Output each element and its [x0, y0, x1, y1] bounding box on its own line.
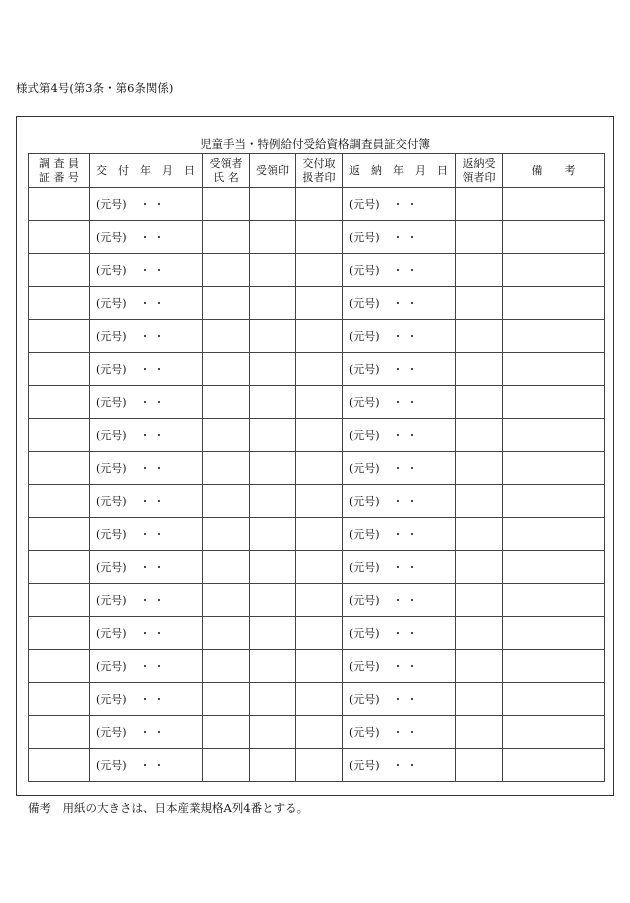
era-label: (元号)	[349, 495, 380, 508]
issuer-seal-cell[interactable]	[296, 320, 343, 353]
recipient-name-cell[interactable]	[203, 683, 250, 716]
remarks-cell[interactable]	[503, 221, 605, 254]
date-separator: ・	[392, 627, 404, 640]
recipient-name-cell[interactable]	[203, 287, 250, 320]
inspector-number-cell[interactable]	[29, 353, 90, 386]
receipt-seal-cell[interactable]	[250, 683, 296, 716]
return-receiver-seal-cell[interactable]	[456, 617, 503, 650]
table-row	[29, 386, 605, 419]
header-issuer-seal: 交付取 扱者印	[296, 154, 343, 188]
era-label: (元号)	[96, 264, 127, 277]
inspector-number-cell[interactable]	[29, 584, 90, 617]
issue-date-cell[interactable]	[90, 584, 203, 617]
ledger-frame	[16, 116, 614, 796]
era-label: (元号)	[349, 693, 380, 706]
recipient-name-cell[interactable]	[203, 650, 250, 683]
inspector-number-cell[interactable]	[29, 650, 90, 683]
return-date-cell[interactable]	[343, 386, 456, 419]
receipt-seal-cell[interactable]	[250, 320, 296, 353]
era-label: (元号)	[349, 198, 380, 211]
receipt-seal-cell[interactable]	[250, 551, 296, 584]
era-label: (元号)	[349, 429, 380, 442]
issuer-seal-cell[interactable]	[296, 452, 343, 485]
receipt-seal-cell[interactable]	[250, 452, 296, 485]
date-separator: ・	[153, 363, 165, 376]
table-row	[29, 485, 605, 518]
footnote: 備考 用紙の大きさは、日本産業規格A列4番とする。	[28, 801, 309, 815]
era-label: (元号)	[349, 231, 380, 244]
remarks-cell[interactable]	[503, 650, 605, 683]
table-row	[29, 518, 605, 551]
issue-date-cell[interactable]	[90, 716, 203, 749]
date-separator: ・	[139, 264, 151, 277]
return-receiver-seal-cell[interactable]	[456, 254, 503, 287]
era-label: (元号)	[349, 396, 380, 409]
remarks-cell[interactable]	[503, 485, 605, 518]
recipient-name-cell[interactable]	[203, 254, 250, 287]
date-separator: ・	[153, 264, 165, 277]
date-separator: ・	[139, 594, 151, 607]
date-separator: ・	[139, 627, 151, 640]
date-separator: ・	[406, 594, 418, 607]
inspector-number-cell[interactable]	[29, 320, 90, 353]
return-receiver-seal-cell[interactable]	[456, 650, 503, 683]
recipient-name-cell[interactable]	[203, 452, 250, 485]
date-separator: ・	[406, 561, 418, 574]
return-date-cell[interactable]	[343, 188, 456, 221]
remarks-cell[interactable]	[503, 551, 605, 584]
inspector-number-cell[interactable]	[29, 221, 90, 254]
date-separator: ・	[406, 297, 418, 310]
table-row	[29, 419, 605, 452]
date-separator: ・	[139, 528, 151, 541]
return-receiver-seal-cell[interactable]	[456, 683, 503, 716]
inspector-number-cell[interactable]	[29, 518, 90, 551]
issue-date-cell[interactable]	[90, 254, 203, 287]
return-date-cell[interactable]	[343, 485, 456, 518]
return-date-cell[interactable]	[343, 320, 456, 353]
issuer-seal-cell[interactable]	[296, 287, 343, 320]
date-separator: ・	[139, 759, 151, 772]
date-separator: ・	[153, 297, 165, 310]
form-number-label: 様式第4号(第3条・第6条関係)	[16, 81, 174, 95]
date-separator: ・	[392, 528, 404, 541]
remarks-cell[interactable]	[503, 353, 605, 386]
recipient-name-cell[interactable]	[203, 221, 250, 254]
date-separator: ・	[392, 594, 404, 607]
receipt-seal-cell[interactable]	[250, 518, 296, 551]
table-row	[29, 287, 605, 320]
remarks-cell[interactable]	[503, 716, 605, 749]
remarks-cell[interactable]	[503, 188, 605, 221]
return-date-cell[interactable]	[343, 551, 456, 584]
era-label: (元号)	[349, 462, 380, 475]
return-date-cell[interactable]	[343, 617, 456, 650]
issuer-seal-cell[interactable]	[296, 617, 343, 650]
issuer-seal-cell[interactable]	[296, 518, 343, 551]
inspector-number-cell[interactable]	[29, 551, 90, 584]
remarks-cell[interactable]	[503, 617, 605, 650]
date-separator: ・	[153, 330, 165, 343]
receipt-seal-cell[interactable]	[250, 188, 296, 221]
receipt-seal-cell[interactable]	[250, 221, 296, 254]
date-separator: ・	[406, 495, 418, 508]
return-receiver-seal-cell[interactable]	[456, 188, 503, 221]
era-label: (元号)	[96, 297, 127, 310]
inspector-number-cell[interactable]	[29, 617, 90, 650]
issue-date-cell[interactable]	[90, 518, 203, 551]
receipt-seal-cell[interactable]	[250, 716, 296, 749]
return-receiver-seal-cell[interactable]	[456, 353, 503, 386]
date-separator: ・	[153, 759, 165, 772]
table-row	[29, 716, 605, 749]
era-label: (元号)	[96, 363, 127, 376]
table-row	[29, 452, 605, 485]
recipient-name-cell[interactable]	[203, 485, 250, 518]
return-receiver-seal-cell[interactable]	[456, 419, 503, 452]
date-separator: ・	[139, 396, 151, 409]
inspector-number-cell[interactable]	[29, 716, 90, 749]
date-separator: ・	[392, 759, 404, 772]
return-receiver-seal-cell[interactable]	[456, 485, 503, 518]
issue-date-cell[interactable]	[90, 287, 203, 320]
remarks-cell[interactable]	[503, 320, 605, 353]
era-label: (元号)	[349, 627, 380, 640]
era-label: (元号)	[96, 693, 127, 706]
date-separator: ・	[392, 561, 404, 574]
issuer-seal-cell[interactable]	[296, 254, 343, 287]
date-separator: ・	[392, 198, 404, 211]
date-separator: ・	[392, 396, 404, 409]
header-row	[29, 154, 605, 188]
era-label: (元号)	[349, 561, 380, 574]
date-separator: ・	[139, 561, 151, 574]
issuer-seal-cell[interactable]	[296, 683, 343, 716]
table-row	[29, 749, 605, 782]
inspector-number-cell[interactable]	[29, 188, 90, 221]
receipt-seal-cell[interactable]	[250, 287, 296, 320]
recipient-name-cell[interactable]	[203, 584, 250, 617]
return-date-cell[interactable]	[343, 452, 456, 485]
table-row	[29, 584, 605, 617]
receipt-seal-cell[interactable]	[250, 485, 296, 518]
return-date-cell[interactable]	[343, 221, 456, 254]
era-label: (元号)	[96, 462, 127, 475]
date-separator: ・	[153, 561, 165, 574]
remarks-cell[interactable]	[503, 749, 605, 782]
return-receiver-seal-cell[interactable]	[456, 551, 503, 584]
remarks-cell[interactable]	[503, 452, 605, 485]
header-recipient-name: 受領者 氏 名	[203, 154, 250, 188]
receipt-seal-cell[interactable]	[250, 749, 296, 782]
return-date-cell[interactable]	[343, 716, 456, 749]
date-separator: ・	[153, 462, 165, 475]
table-row	[29, 617, 605, 650]
inspector-number-cell[interactable]	[29, 419, 90, 452]
recipient-name-cell[interactable]	[203, 353, 250, 386]
date-separator: ・	[406, 396, 418, 409]
return-date-cell[interactable]	[343, 749, 456, 782]
issue-date-cell[interactable]	[90, 452, 203, 485]
era-label: (元号)	[349, 363, 380, 376]
era-label: (元号)	[349, 297, 380, 310]
return-receiver-seal-cell[interactable]	[456, 518, 503, 551]
date-separator: ・	[139, 231, 151, 244]
date-separator: ・	[153, 627, 165, 640]
era-label: (元号)	[349, 594, 380, 607]
remarks-cell[interactable]	[503, 683, 605, 716]
recipient-name-cell[interactable]	[203, 716, 250, 749]
return-date-cell[interactable]	[343, 353, 456, 386]
era-label: (元号)	[96, 759, 127, 772]
receipt-seal-cell[interactable]	[250, 254, 296, 287]
table-row	[29, 650, 605, 683]
table-row	[29, 254, 605, 287]
date-separator: ・	[406, 462, 418, 475]
date-separator: ・	[406, 627, 418, 640]
recipient-name-cell[interactable]	[203, 617, 250, 650]
era-label: (元号)	[96, 231, 127, 244]
recipient-name-cell[interactable]	[203, 518, 250, 551]
return-date-cell[interactable]	[343, 650, 456, 683]
issue-date-cell[interactable]	[90, 617, 203, 650]
table-row	[29, 551, 605, 584]
issuer-seal-cell[interactable]	[296, 749, 343, 782]
inspector-number-cell[interactable]	[29, 254, 90, 287]
date-separator: ・	[139, 495, 151, 508]
date-separator: ・	[392, 330, 404, 343]
issue-date-cell[interactable]	[90, 188, 203, 221]
remarks-cell[interactable]	[503, 518, 605, 551]
return-receiver-seal-cell[interactable]	[456, 716, 503, 749]
date-separator: ・	[153, 198, 165, 211]
date-separator: ・	[406, 231, 418, 244]
issuer-seal-cell[interactable]	[296, 650, 343, 683]
era-label: (元号)	[349, 726, 380, 739]
era-label: (元号)	[96, 594, 127, 607]
date-separator: ・	[392, 462, 404, 475]
date-separator: ・	[406, 693, 418, 706]
remarks-cell[interactable]	[503, 287, 605, 320]
date-separator: ・	[406, 198, 418, 211]
issue-date-cell[interactable]	[90, 650, 203, 683]
return-date-cell[interactable]	[343, 287, 456, 320]
date-separator: ・	[153, 693, 165, 706]
table-row	[29, 320, 605, 353]
issue-date-cell[interactable]	[90, 485, 203, 518]
receipt-seal-cell[interactable]	[250, 353, 296, 386]
receipt-seal-cell[interactable]	[250, 650, 296, 683]
issue-date-cell[interactable]	[90, 353, 203, 386]
inspector-number-cell[interactable]	[29, 683, 90, 716]
issuer-seal-cell[interactable]	[296, 584, 343, 617]
return-receiver-seal-cell[interactable]	[456, 221, 503, 254]
date-separator: ・	[406, 429, 418, 442]
date-separator: ・	[153, 495, 165, 508]
return-date-cell[interactable]	[343, 518, 456, 551]
issuer-seal-cell[interactable]	[296, 485, 343, 518]
inspector-number-cell[interactable]	[29, 287, 90, 320]
header-issue-date: 交 付 年 月 日	[90, 154, 203, 188]
issuer-seal-cell[interactable]	[296, 221, 343, 254]
date-separator: ・	[139, 198, 151, 211]
era-label: (元号)	[96, 495, 127, 508]
era-label: (元号)	[96, 660, 127, 673]
inspector-number-cell[interactable]	[29, 452, 90, 485]
issue-date-cell[interactable]	[90, 221, 203, 254]
remarks-cell[interactable]	[503, 386, 605, 419]
header-inspector-number: 調 査 員 証 番 号	[29, 154, 90, 188]
era-label: (元号)	[96, 528, 127, 541]
date-separator: ・	[406, 363, 418, 376]
issuer-seal-cell[interactable]	[296, 419, 343, 452]
date-separator: ・	[406, 528, 418, 541]
era-label: (元号)	[96, 330, 127, 343]
return-date-cell[interactable]	[343, 254, 456, 287]
return-date-cell[interactable]	[343, 584, 456, 617]
remarks-cell[interactable]	[503, 584, 605, 617]
remarks-cell[interactable]	[503, 254, 605, 287]
date-separator: ・	[406, 660, 418, 673]
receipt-seal-cell[interactable]	[250, 617, 296, 650]
date-separator: ・	[392, 429, 404, 442]
return-date-cell[interactable]	[343, 419, 456, 452]
return-date-cell[interactable]	[343, 683, 456, 716]
date-separator: ・	[153, 429, 165, 442]
date-separator: ・	[139, 363, 151, 376]
date-separator: ・	[139, 330, 151, 343]
date-separator: ・	[392, 693, 404, 706]
era-label: (元号)	[349, 330, 380, 343]
date-separator: ・	[406, 264, 418, 277]
era-label: (元号)	[96, 627, 127, 640]
era-label: (元号)	[96, 396, 127, 409]
return-receiver-seal-cell[interactable]	[456, 386, 503, 419]
era-label: (元号)	[349, 660, 380, 673]
era-label: (元号)	[349, 264, 380, 277]
recipient-name-cell[interactable]	[203, 419, 250, 452]
date-separator: ・	[139, 462, 151, 475]
issuer-seal-cell[interactable]	[296, 551, 343, 584]
date-separator: ・	[153, 231, 165, 244]
date-separator: ・	[406, 330, 418, 343]
receipt-seal-cell[interactable]	[250, 386, 296, 419]
receipt-seal-cell[interactable]	[250, 419, 296, 452]
date-separator: ・	[139, 726, 151, 739]
recipient-name-cell[interactable]	[203, 386, 250, 419]
return-receiver-seal-cell[interactable]	[456, 320, 503, 353]
ledger-body	[29, 188, 605, 782]
date-separator: ・	[406, 759, 418, 772]
date-separator: ・	[392, 363, 404, 376]
header-return-receiver-seal: 返納受 領者印	[456, 154, 503, 188]
remarks-cell[interactable]	[503, 419, 605, 452]
header-return-date: 返 納 年 月 日	[343, 154, 456, 188]
date-separator: ・	[392, 660, 404, 673]
date-separator: ・	[153, 726, 165, 739]
issue-date-cell[interactable]	[90, 419, 203, 452]
era-label: (元号)	[349, 528, 380, 541]
date-separator: ・	[139, 429, 151, 442]
return-receiver-seal-cell[interactable]	[456, 749, 503, 782]
era-label: (元号)	[96, 429, 127, 442]
return-receiver-seal-cell[interactable]	[456, 584, 503, 617]
recipient-name-cell[interactable]	[203, 749, 250, 782]
date-separator: ・	[153, 660, 165, 673]
date-separator: ・	[153, 594, 165, 607]
date-separator: ・	[392, 231, 404, 244]
date-separator: ・	[139, 297, 151, 310]
header-remarks: 備 考	[503, 154, 605, 188]
issue-date-cell[interactable]	[90, 386, 203, 419]
table-row	[29, 188, 605, 221]
issuer-seal-cell[interactable]	[296, 353, 343, 386]
issuer-seal-cell[interactable]	[296, 386, 343, 419]
date-separator: ・	[392, 264, 404, 277]
era-label: (元号)	[349, 759, 380, 772]
issue-date-cell[interactable]	[90, 749, 203, 782]
recipient-name-cell[interactable]	[203, 320, 250, 353]
date-separator: ・	[392, 297, 404, 310]
date-separator: ・	[153, 396, 165, 409]
ledger-title: 児童手当・特例給付受給資格調査員証交付簿	[200, 137, 430, 151]
date-separator: ・	[406, 726, 418, 739]
date-separator: ・	[153, 528, 165, 541]
issuer-seal-cell[interactable]	[296, 188, 343, 221]
table-row	[29, 683, 605, 716]
date-separator: ・	[139, 660, 151, 673]
date-separator: ・	[139, 693, 151, 706]
era-label: (元号)	[96, 198, 127, 211]
return-receiver-seal-cell[interactable]	[456, 452, 503, 485]
ledger-table	[28, 153, 605, 782]
inspector-number-cell[interactable]	[29, 386, 90, 419]
issuer-seal-cell[interactable]	[296, 716, 343, 749]
date-separator: ・	[392, 495, 404, 508]
header-receipt-seal: 受領印	[250, 154, 296, 188]
issue-date-cell[interactable]	[90, 551, 203, 584]
recipient-name-cell[interactable]	[203, 188, 250, 221]
date-separator: ・	[392, 726, 404, 739]
recipient-name-cell[interactable]	[203, 551, 250, 584]
era-label: (元号)	[96, 561, 127, 574]
issue-date-cell[interactable]	[90, 320, 203, 353]
table-row	[29, 353, 605, 386]
receipt-seal-cell[interactable]	[250, 584, 296, 617]
inspector-number-cell[interactable]	[29, 485, 90, 518]
return-receiver-seal-cell[interactable]	[456, 287, 503, 320]
inspector-number-cell[interactable]	[29, 749, 90, 782]
table-row	[29, 221, 605, 254]
era-label: (元号)	[96, 726, 127, 739]
issue-date-cell[interactable]	[90, 683, 203, 716]
